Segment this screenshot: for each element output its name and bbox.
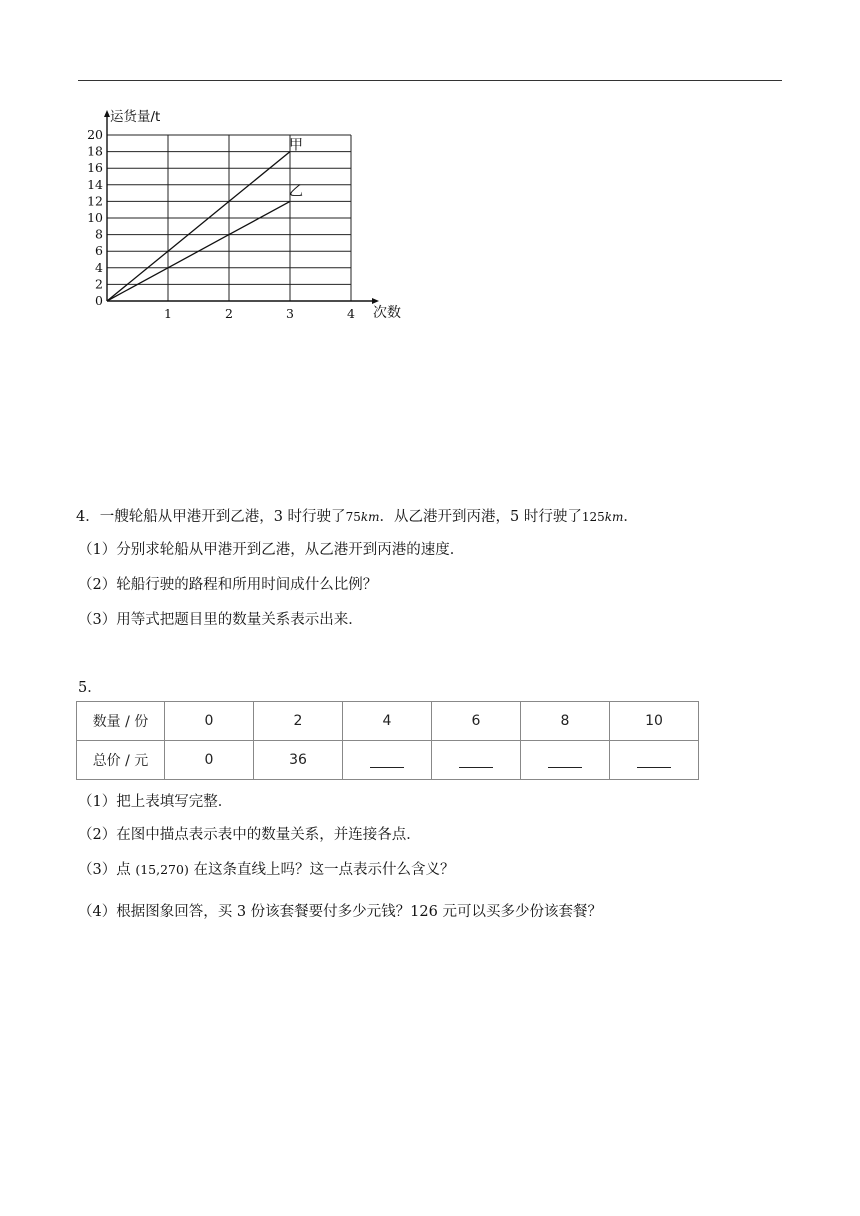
table-cell: 8 (521, 702, 610, 741)
header-rule (78, 80, 782, 81)
table-row-quantity (77, 702, 699, 741)
y-tick-label: 20 (87, 127, 103, 142)
y-tick-label: 16 (87, 160, 103, 176)
y-tick-label: 4 (95, 259, 103, 275)
q5-part-4: （4）根据图象回答，买 3 份该套餐要付多少元钱？126 元可以买多少份该套餐？ (78, 904, 602, 920)
y-tick-label: 2 (95, 276, 103, 292)
q4-distance-2: 125 (581, 510, 605, 524)
q4-stem (76, 505, 638, 526)
x-axis-title: 次数 (373, 305, 401, 321)
fill-in-blank (548, 753, 582, 768)
q4-distance-1: 75 (345, 510, 361, 524)
y-tick-label: 6 (95, 243, 103, 259)
table-cell-blank (521, 741, 610, 780)
y-tick-label: 14 (87, 176, 103, 192)
table-row-total-price (77, 741, 699, 780)
x-tick-label: 1 (164, 306, 172, 321)
y-tick-label: 12 (87, 193, 103, 209)
q5-part-3 (78, 858, 454, 879)
q4-unit-1: km (360, 510, 380, 524)
q4-part-2: （2）轮船行驶的路程和所用时间成什么比例？ (78, 577, 378, 593)
x-tick-label: 4 (347, 306, 355, 321)
freight-line-chart (82, 108, 412, 323)
table-cell: 10 (610, 702, 699, 741)
table-header-total-price: 总价 / 元 (77, 741, 165, 780)
table-cell: 2 (254, 702, 343, 741)
series-label: 乙 (289, 183, 303, 200)
x-axis-arrow (372, 298, 379, 304)
q5-part-1: （1）把上表填写完整． (78, 794, 233, 810)
q5-part-3-post: 在这条直线上吗？这一点表示什么含义？ (193, 862, 455, 878)
series-label: 甲 (289, 137, 303, 154)
table-cell: 4 (343, 702, 432, 741)
fill-in-blank (459, 753, 493, 768)
series-line (107, 152, 290, 301)
q5-number: 5． (78, 680, 102, 696)
table-cell: 6 (432, 702, 521, 741)
q5-part-3-pre: （3）点 (78, 862, 131, 878)
table-cell: 0 (165, 702, 254, 741)
q4-stem-end: ． (623, 509, 638, 525)
y-axis-title: 运货量/t (110, 109, 161, 125)
q4-stem-text-1: 4．一艘轮船从甲港开到乙港，3 时行驶了 (76, 509, 346, 525)
table-cell-blank (343, 741, 432, 780)
x-tick-label: 3 (286, 306, 294, 321)
y-tick-label: 8 (95, 226, 103, 242)
q5-part-2: （2）在图中描点表示表中的数量关系，并连接各点． (78, 827, 421, 843)
q4-stem-text-2: ．从乙港开到丙港，5 时行驶了 (379, 509, 582, 525)
table-cell-blank (432, 741, 521, 780)
x-tick-label: 2 (225, 306, 233, 321)
table-cell-blank (610, 741, 699, 780)
q5-point: (15,270) (135, 862, 189, 877)
y-tick-label: 10 (87, 210, 103, 225)
table-header-quantity: 数量 / 份 (77, 702, 165, 741)
table-cell: 36 (254, 741, 343, 780)
fill-in-blank (370, 753, 404, 768)
table-cell: 0 (165, 741, 254, 780)
fill-in-blank (637, 753, 671, 768)
y-tick-label: 0 (95, 293, 103, 308)
q4-part-1: （1）分别求轮船从甲港开到乙港，从乙港开到丙港的速度． (78, 542, 465, 558)
price-table (76, 701, 699, 780)
q4-unit-2: km (604, 510, 624, 524)
q4-part-3: （3）用等式把题目里的数量关系表示出来． (78, 612, 363, 628)
y-tick-label: 18 (87, 143, 103, 159)
